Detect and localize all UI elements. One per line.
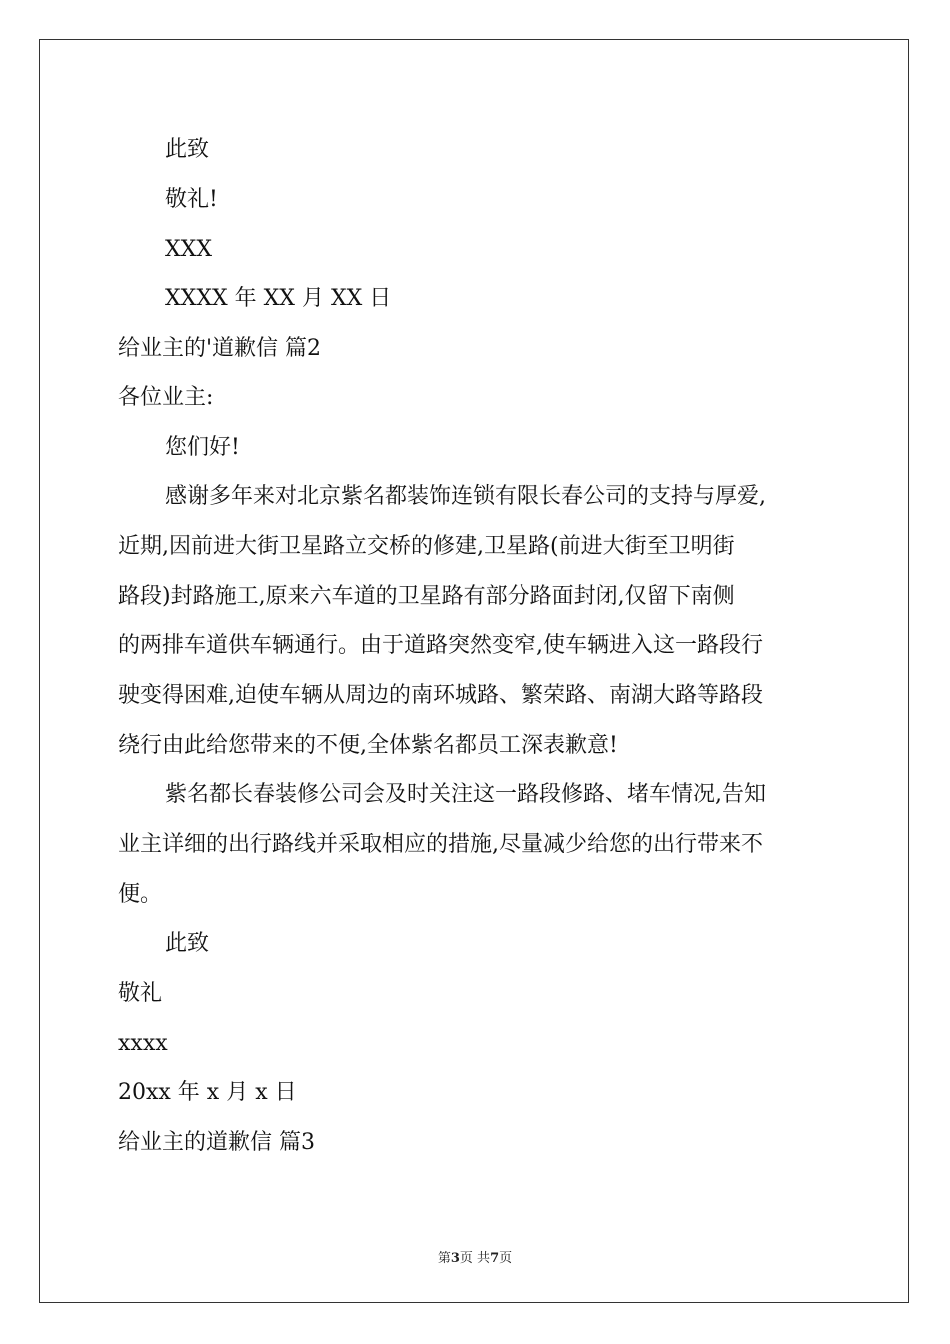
closing-salutation: 此致 xyxy=(165,137,210,162)
greeting: 各位业主: xyxy=(118,385,214,410)
section-heading: 给业主的'道歉信 篇2 xyxy=(118,336,322,361)
paragraph-line: 驶变得困难,迫使车辆从周边的南环城路、繁荣路、南湖大路等路段 xyxy=(118,683,763,708)
closing-date: XXXX 年 XX 月 XX 日 xyxy=(165,286,392,311)
page-mid: 页 共 xyxy=(459,1251,491,1266)
page-total: 7 xyxy=(490,1251,500,1266)
page-prefix: 第 xyxy=(437,1251,451,1266)
page-number-footer xyxy=(0,1247,950,1266)
paragraph-line: 近期,因前进大街卫星路立交桥的修建,卫星路(前进大街至卫明街 xyxy=(118,534,735,559)
closing-signature: XXX xyxy=(165,237,212,262)
hello-line: 您们好! xyxy=(165,435,240,460)
section-heading: 给业主的道歉信 篇3 xyxy=(118,1130,315,1155)
closing-salutation: 此致 xyxy=(165,931,210,956)
page-border xyxy=(39,39,909,1303)
paragraph-line: 绕行由此给您带来的不便,全体紫名都员工深表歉意! xyxy=(118,733,618,758)
closing-regards: 敬礼 xyxy=(118,981,163,1006)
paragraph-line: 业主详细的出行路线并采取相应的措施,尽量减少给您的出行带来不 xyxy=(118,832,763,857)
paragraph-line: 便。 xyxy=(118,882,163,907)
closing-date: 20xx 年 x 月 x 日 xyxy=(118,1080,297,1105)
paragraph-line: 紫名都长春装修公司会及时关注这一路段修路、堵车情况,告知 xyxy=(165,782,766,807)
paragraph-line: 感谢多年来对北京紫名都装饰连锁有限长春公司的支持与厚爱, xyxy=(165,484,766,509)
page-current: 3 xyxy=(450,1251,460,1266)
paragraph-line: 路段)封路施工,原来六车道的卫星路有部分路面封闭,仅留下南侧 xyxy=(118,584,735,609)
closing-signature: xxxx xyxy=(118,1031,168,1056)
page-suffix: 页 xyxy=(499,1251,513,1266)
closing-regards: 敬礼! xyxy=(165,187,218,212)
paragraph-line: 的两排车道供车辆通行。由于道路突然变窄,使车辆进入这一路段行 xyxy=(118,633,763,658)
